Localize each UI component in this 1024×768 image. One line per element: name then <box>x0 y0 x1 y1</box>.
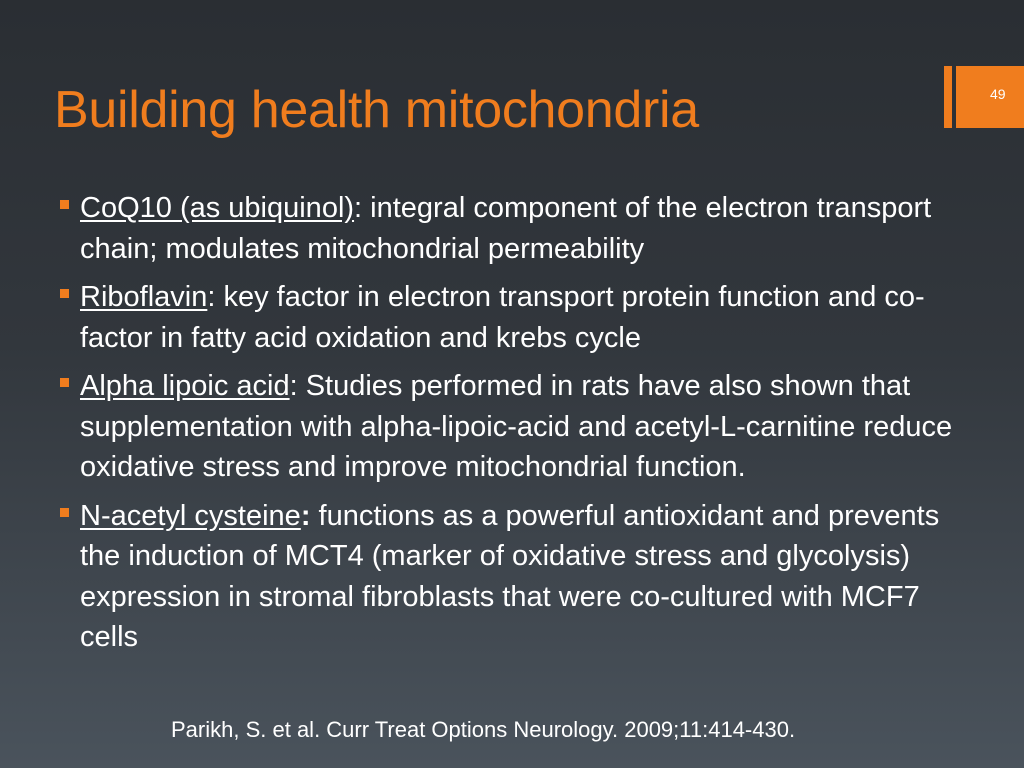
bullet-item-n-acetyl-cysteine <box>60 496 960 658</box>
bullet-text: key factor in electron transport protein function and co-factor in fatty acid oxidation and krebs cycle <box>80 281 925 354</box>
bullet-item-riboflavin <box>60 277 960 358</box>
bullet-square-icon <box>60 200 69 209</box>
bullet-text: functions as a powerful antioxidant and prevents the induction of MCT4 (marker of oxidative stress and glycolysis) expression in stromal fibroblasts that were co-cultured with MCF7 cells <box>80 499 940 653</box>
bullet-separator: : <box>354 192 363 224</box>
bullet-item-coq10 <box>60 188 960 269</box>
bullet-separator: : <box>289 370 298 402</box>
bullet-square-icon <box>60 508 69 517</box>
bullet-term: N-acetyl cysteine <box>80 499 301 532</box>
bullet-square-icon <box>60 289 69 298</box>
bullet-term: CoQ10 (as ubiquinol) <box>80 192 355 224</box>
bullet-separator: : <box>300 499 311 532</box>
page-marker <box>944 66 1024 128</box>
bullet-item-alpha-lipoic-acid <box>60 366 960 488</box>
bullet-text: Studies performed in rats have also shown that supplementation with alpha-lipoic-acid and acetyl-L-carnitine reduce oxidative stress and improve mitochondrial function. <box>80 370 953 483</box>
bullet-separator: : <box>207 281 216 313</box>
bullet-text: integral component of the electron transport chain; modulates mitochondrial permeability <box>80 192 932 265</box>
page-number: 49 <box>990 86 1006 102</box>
bullet-term: Alpha lipoic acid <box>80 370 290 402</box>
page-marker-bar <box>944 66 952 128</box>
bullet-term: Riboflavin <box>80 281 208 313</box>
citation: Parikh, S. et al. Curr Treat Options Neurology. 2009;11:414-430. <box>171 717 796 742</box>
bullet-square-icon <box>60 378 69 387</box>
slide-title: Building health mitochondria <box>54 81 699 139</box>
bullet-list <box>60 188 960 666</box>
